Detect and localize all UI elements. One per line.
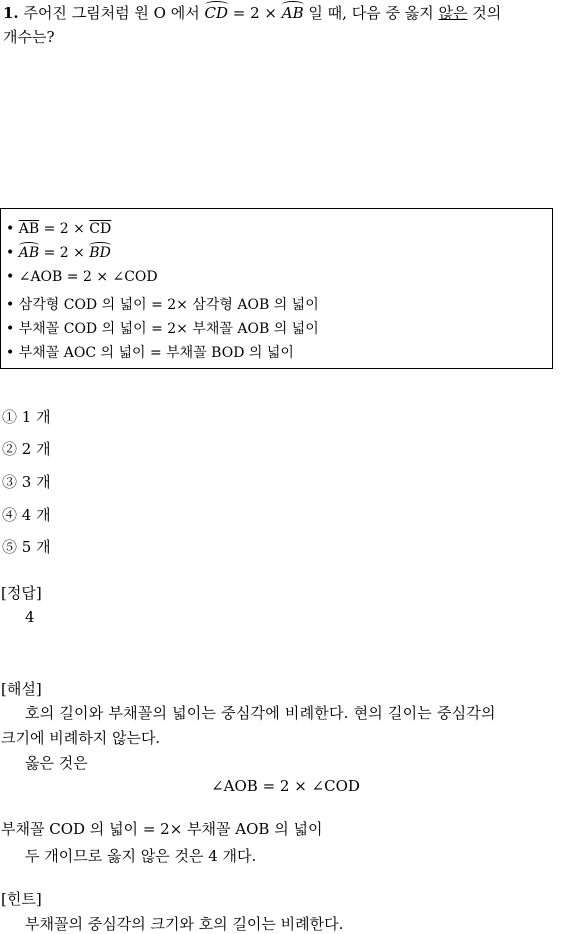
- statement-text: 부채꼴 AOC 의 넓이 = 부채꼴 BOD 의 넓이: [18, 345, 294, 361]
- statement-1: [6, 221, 111, 237]
- statement-5: [6, 318, 319, 338]
- statement-text: = 2 ×: [39, 221, 90, 237]
- question-line-2: 개수는?: [3, 28, 55, 46]
- option-1[interactable]: [2, 406, 51, 427]
- answer-value: 4: [25, 608, 35, 626]
- statement-text: 삼각형 COD 의 넓이 = 2× 삼각형 AOB 의 넓이: [18, 297, 319, 313]
- answer-heading: [정답]: [1, 584, 42, 602]
- option-3[interactable]: [2, 471, 51, 492]
- arc-ab: AB: [281, 4, 304, 22]
- option-mark: ③: [2, 473, 18, 491]
- bullet: •: [6, 221, 15, 237]
- option-label: 5 개: [21, 538, 51, 556]
- bullet: •: [6, 297, 15, 313]
- statements-box: [0, 208, 553, 369]
- hint-heading: [힌트]: [1, 890, 42, 908]
- option-mark: ④: [2, 506, 18, 524]
- explanation-line-4: 부채꼴 COD 의 넓이 = 2× 부채꼴 AOB 의 넓이: [1, 820, 323, 838]
- explanation-heading: [해설]: [1, 680, 42, 698]
- option-5[interactable]: [2, 536, 51, 557]
- explanation-line-5: 두 개이므로 옳지 않은 것은 4 개다.: [25, 847, 257, 865]
- question-mid: = 2 ×: [228, 4, 282, 22]
- hint-line-1: 부채꼴의 중심각의 크기와 호의 길이는 비례한다.: [25, 915, 344, 933]
- question-text-c: 것의: [467, 4, 502, 22]
- option-4[interactable]: [2, 504, 51, 525]
- statement-3: [6, 269, 158, 285]
- chord-cd: $\overline{CD}$: [89, 221, 112, 237]
- statement-2: [6, 245, 111, 261]
- statement-6: [6, 342, 294, 362]
- question-line-1: [3, 2, 501, 23]
- statement-text: ∠AOB = 2 × ∠COD: [18, 269, 158, 285]
- question-text-a: 주어진 그림처럼 원 O 에서: [23, 4, 205, 22]
- option-mark: ①: [2, 408, 18, 426]
- chord-ab: $\overline{AB}$: [18, 221, 40, 237]
- question-number: 1.: [3, 4, 19, 22]
- option-mark: ②: [2, 440, 18, 458]
- arc-cd: CD: [204, 4, 229, 22]
- bullet: •: [6, 269, 15, 285]
- explanation-line-2: 크기에 비례하지 않는다.: [1, 729, 161, 747]
- option-mark: ⑤: [2, 538, 18, 556]
- option-label: 2 개: [21, 440, 51, 458]
- bullet: •: [6, 245, 15, 261]
- option-label: 1 개: [21, 408, 51, 426]
- statement-text: = 2 ×: [39, 245, 90, 261]
- question-text-b: 일 때, 다음 중 옳지: [303, 4, 439, 22]
- explanation-line-3: 옳은 것은: [25, 754, 88, 772]
- bullet: •: [6, 345, 15, 361]
- option-label: 4 개: [21, 506, 51, 524]
- arc-bd: BD: [89, 245, 111, 261]
- arc-ab: AB: [18, 245, 40, 261]
- bullet: •: [6, 321, 15, 337]
- underlined-word: 않은: [438, 4, 468, 22]
- statement-text: 부채꼴 COD 의 넓이 = 2× 부채꼴 AOB 의 넓이: [18, 321, 319, 337]
- option-label: 3 개: [21, 473, 51, 491]
- statement-4: [6, 294, 319, 314]
- option-2[interactable]: [2, 438, 51, 459]
- explanation-line-1: 호의 길이와 부채꼴의 넓이는 중심각에 비례한다. 현의 길이는 중심각의: [25, 704, 496, 722]
- explanation-formula: ∠AOB = 2 × ∠COD: [211, 777, 360, 795]
